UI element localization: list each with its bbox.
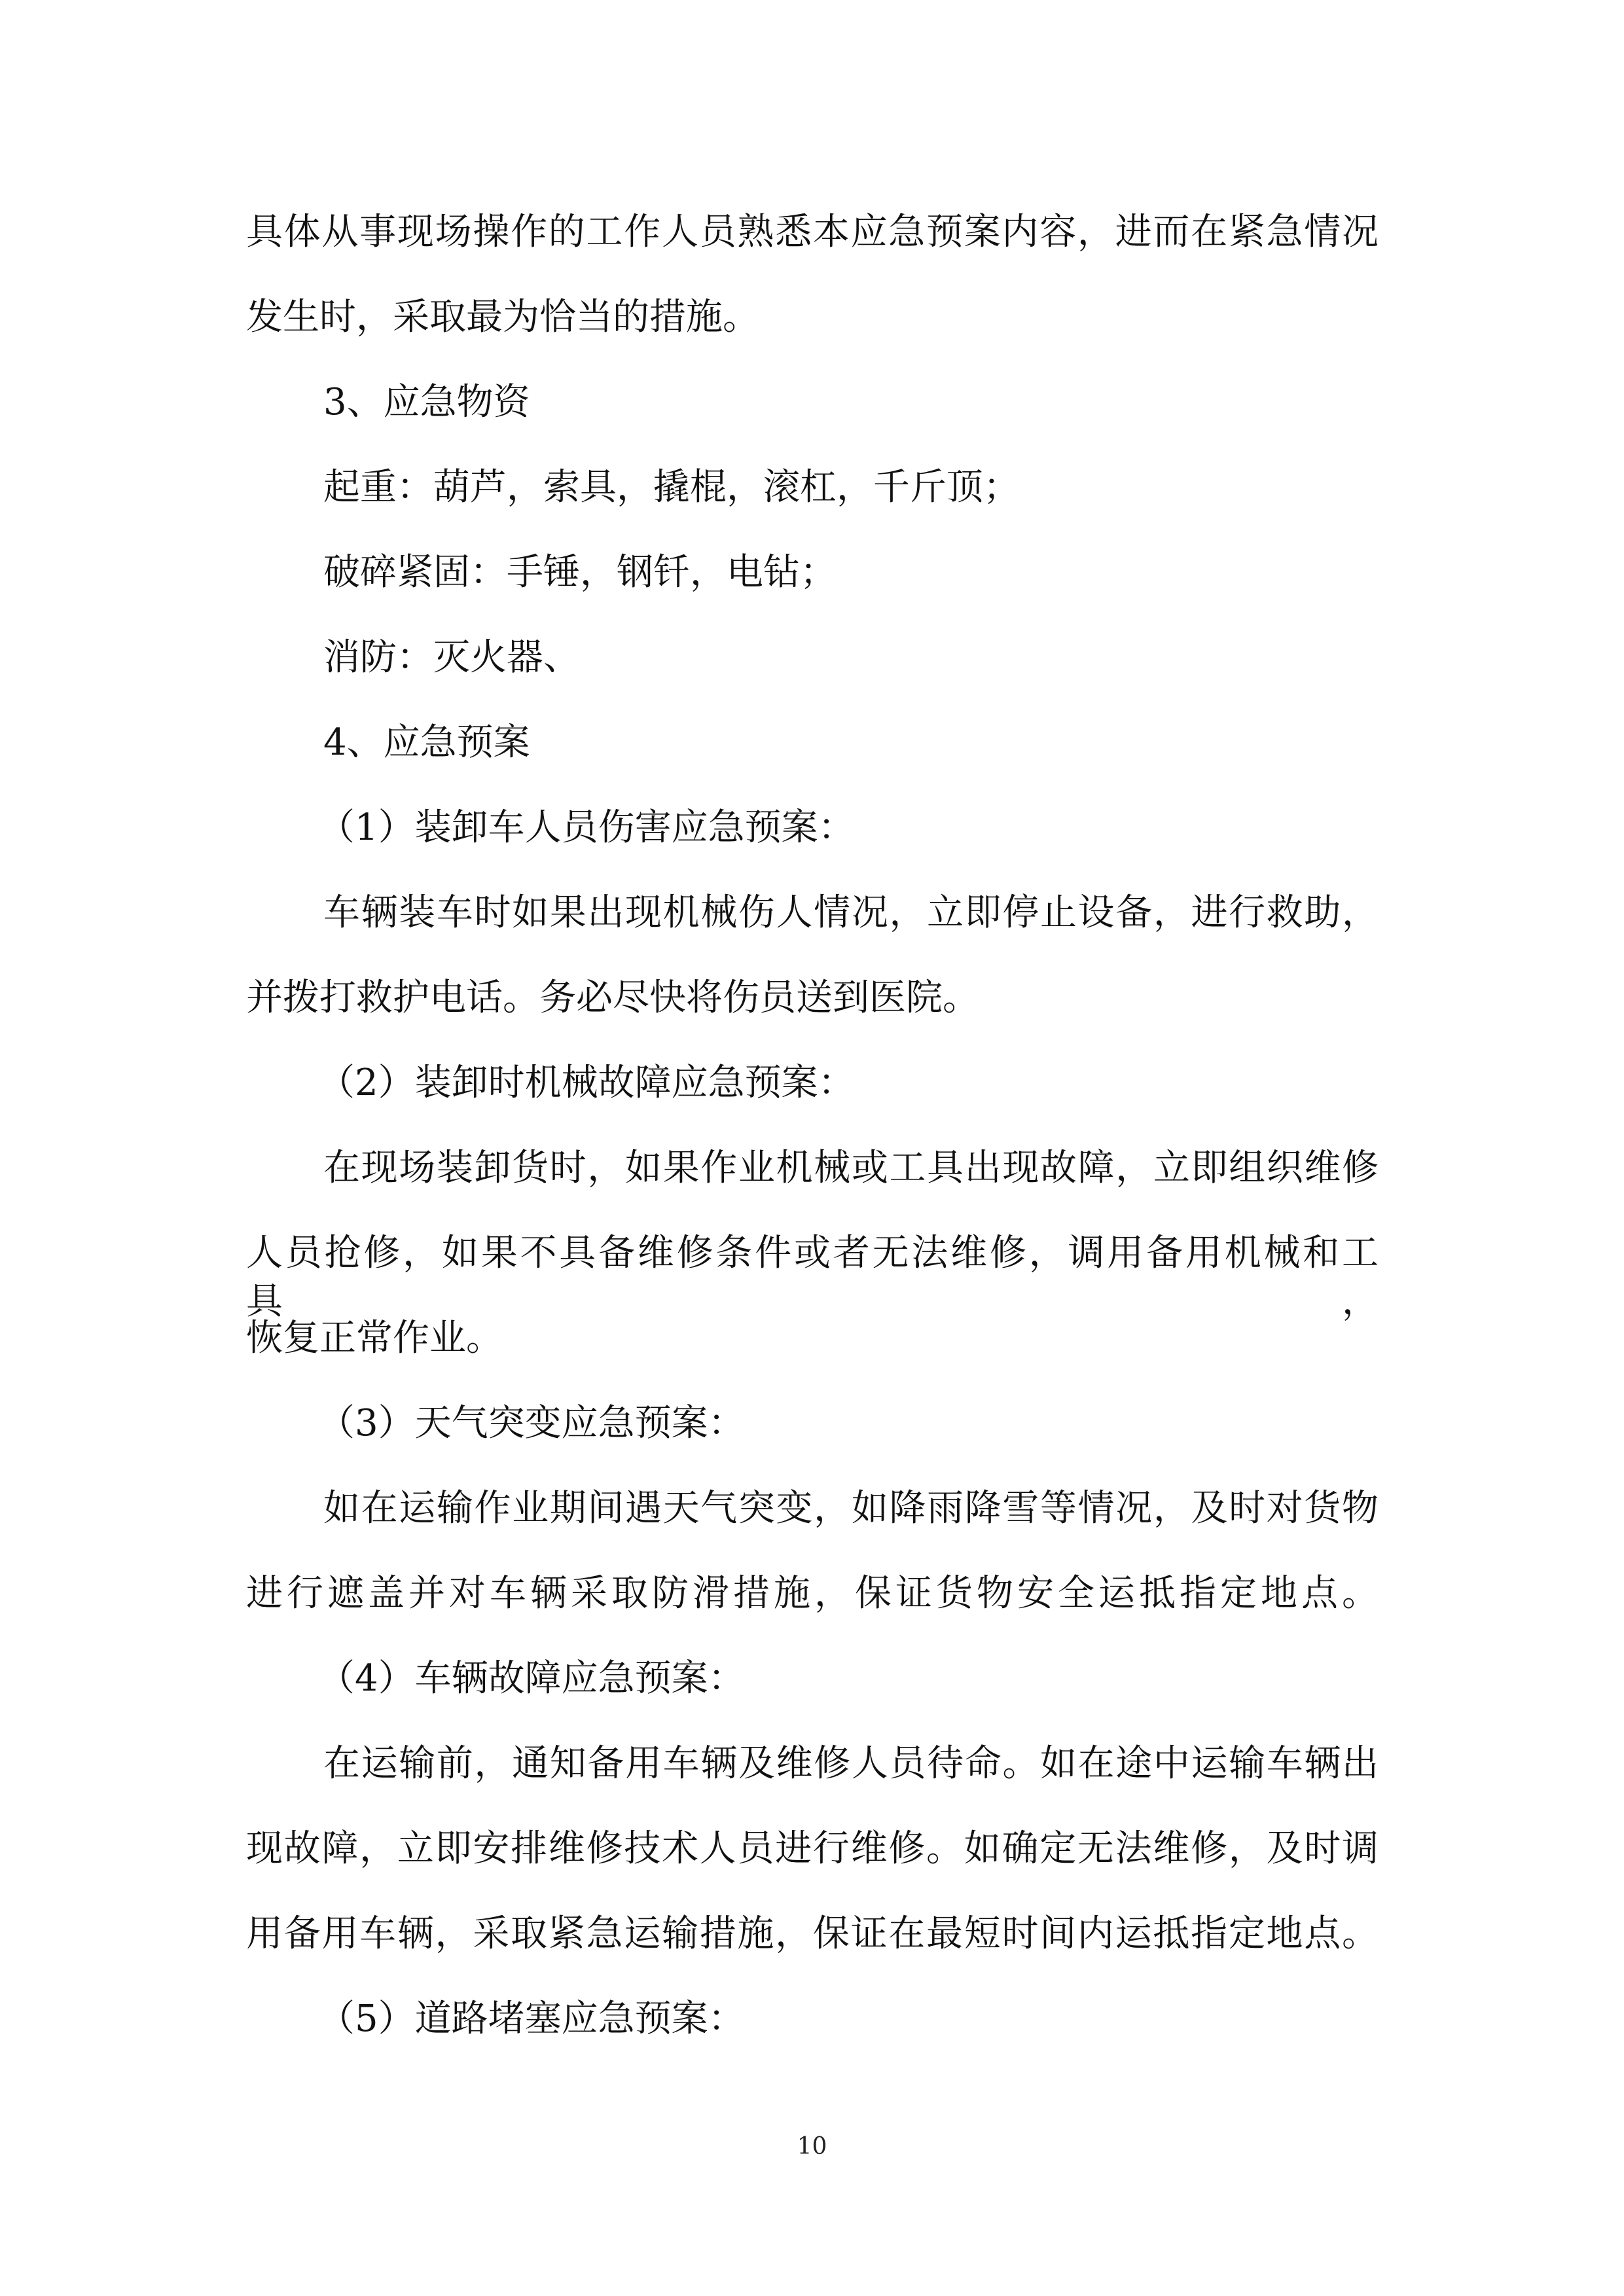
section-heading: 4、应急预案: [323, 721, 530, 764]
page-number: 10: [797, 2133, 827, 2160]
paragraph-line: 具体从事现场操作的工作人员熟悉本应急预案内容，进而在紧急情况: [246, 211, 1379, 253]
section-heading: 3、应急物资: [323, 381, 530, 423]
list-item: 消防：灭火器、: [323, 636, 580, 679]
list-item: 破碎紧固：手锤，钢钎，电钻；: [323, 551, 837, 594]
paragraph-line: 车辆装车时如果出现机械伤人情况，立即停止设备，进行救助，: [323, 891, 1379, 934]
subsection-heading: （2）装卸时机械故障应急预案：: [318, 1062, 855, 1104]
subsection-heading: （4）车辆故障应急预案：: [318, 1657, 745, 1700]
subsection-heading: （5）道路堵塞应急预案：: [318, 1998, 745, 2040]
paragraph-line: 并拨打救护电话。务必尽快将伤员送到医院。: [246, 977, 979, 1019]
list-item: 起重：葫芦，索具，撬棍，滚杠，千斤顶；: [323, 466, 1020, 509]
paragraph-line: 恢复正常作业。: [246, 1317, 503, 1359]
paragraph-line: 现故障，立即安排维修技术人员进行维修。如确定无法维修，及时调: [246, 1827, 1379, 1870]
paragraph-line: 进行遮盖并对车辆采取防滑措施，保证货物安全运抵指定地点。: [246, 1572, 1379, 1615]
page-body: [246, 208, 1379, 2080]
subsection-heading: （1）装卸车人员伤害应急预案：: [318, 806, 855, 849]
paragraph-line: 用备用车辆，采取紧急运输措施，保证在最短时间内运抵指定地点。: [246, 1912, 1379, 1955]
paragraph-line: 在现场装卸货时，如果作业机械或工具出现故障，立即组织维修: [323, 1147, 1379, 1189]
subsection-heading: （3）天气突变应急预案：: [318, 1402, 745, 1444]
paragraph-line: 如在运输作业期间遇天气突变，如降雨降雪等情况，及时对货物: [323, 1487, 1379, 1530]
paragraph-line: 发生时，采取最为恰当的措施。: [246, 296, 759, 338]
paragraph-line: 人员抢修，如果不具备维修条件或者无法维修，调用备用机械和工具，: [246, 1232, 1379, 1323]
paragraph-line: 在运输前，通知备用车辆及维修人员待命。如在途中运输车辆出: [323, 1742, 1379, 1785]
